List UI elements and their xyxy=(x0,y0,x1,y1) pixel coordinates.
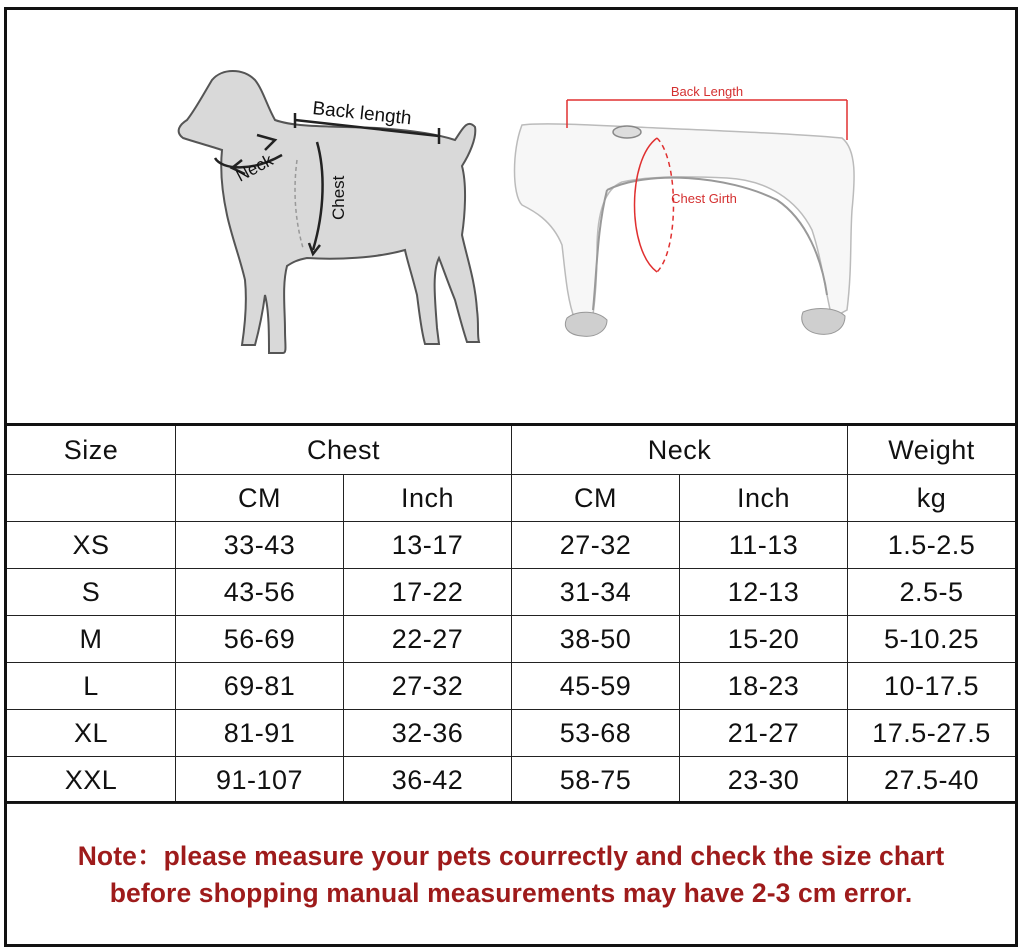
cell-weight: 27.5-40 xyxy=(848,757,1016,804)
subheader-blank xyxy=(7,475,176,522)
cell-weight: 5-10.25 xyxy=(848,616,1016,663)
cell-size: S xyxy=(7,569,176,616)
dog-chest-label: Chest xyxy=(329,175,348,220)
cell-weight: 2.5-5 xyxy=(848,569,1016,616)
cell-size: XXL xyxy=(7,757,176,804)
cell-chest-cm: 56-69 xyxy=(176,616,344,663)
cell-neck-cm: 31-34 xyxy=(512,569,680,616)
cell-neck-cm: 45-59 xyxy=(512,663,680,710)
garment-back-length-label: Back Length xyxy=(670,84,744,99)
header-size: Size xyxy=(7,426,176,475)
header-weight: Weight xyxy=(848,426,1016,475)
cell-chest-inch: 27-32 xyxy=(344,663,512,710)
table-row xyxy=(7,663,1015,710)
subheader-neck-inch: Inch xyxy=(680,475,848,522)
table-row xyxy=(7,616,1015,663)
cell-chest-cm: 33-43 xyxy=(176,522,344,569)
cell-neck-inch: 23-30 xyxy=(680,757,848,804)
header-neck: Neck xyxy=(512,426,848,475)
garment-outline xyxy=(515,124,855,320)
table-bottom-divider xyxy=(7,801,1015,803)
cell-chest-cm: 81-91 xyxy=(176,710,344,757)
subheader-neck-cm: CM xyxy=(512,475,680,522)
cell-chest-inch: 17-22 xyxy=(344,569,512,616)
table-header-row xyxy=(7,426,1015,475)
cell-chest-inch: 32-36 xyxy=(344,710,512,757)
cell-size: L xyxy=(7,663,176,710)
size-chart-frame xyxy=(4,7,1018,947)
cell-chest-inch: 36-42 xyxy=(344,757,512,804)
size-table xyxy=(7,426,1015,804)
cell-neck-inch: 18-23 xyxy=(680,663,848,710)
cell-neck-inch: 21-27 xyxy=(680,710,848,757)
garment-chest-girth-label: Chest Girth xyxy=(671,191,737,206)
note-line-1: Note：please measure your pets courrectly and check the size chart xyxy=(77,841,945,871)
cell-neck-inch: 15-20 xyxy=(680,616,848,663)
cell-weight: 17.5-27.5 xyxy=(848,710,1016,757)
cell-size: M xyxy=(7,616,176,663)
cell-chest-inch: 22-27 xyxy=(344,616,512,663)
cell-neck-cm: 38-50 xyxy=(512,616,680,663)
subheader-weight-kg: kg xyxy=(848,475,1016,522)
measurement-note xyxy=(7,838,1015,912)
cell-chest-cm: 91-107 xyxy=(176,757,344,804)
dog-neck-label: Neck xyxy=(232,150,277,186)
illustration-svg xyxy=(7,10,1015,423)
cell-neck-inch: 11-13 xyxy=(680,522,848,569)
cell-neck-cm: 58-75 xyxy=(512,757,680,804)
header-chest: Chest xyxy=(176,426,512,475)
table-row xyxy=(7,710,1015,757)
cell-chest-inch: 13-17 xyxy=(344,522,512,569)
table-subheader-row xyxy=(7,475,1015,522)
table-row xyxy=(7,522,1015,569)
cell-neck-cm: 27-32 xyxy=(512,522,680,569)
cell-size: XL xyxy=(7,710,176,757)
cell-weight: 1.5-2.5 xyxy=(848,522,1016,569)
table-row xyxy=(7,569,1015,616)
measurement-illustration xyxy=(7,10,1015,423)
note-line-2: before shopping manual measurements may have 2-3 cm error. xyxy=(109,878,913,908)
garment-ring xyxy=(613,126,641,138)
table-row xyxy=(7,757,1015,804)
subheader-chest-cm: CM xyxy=(176,475,344,522)
cell-chest-cm: 43-56 xyxy=(176,569,344,616)
subheader-chest-inch: Inch xyxy=(344,475,512,522)
garment-sketch xyxy=(515,100,855,336)
cell-neck-inch: 12-13 xyxy=(680,569,848,616)
cell-neck-cm: 53-68 xyxy=(512,710,680,757)
dog-back-length-label: Back length xyxy=(311,98,413,130)
cell-size: XS xyxy=(7,522,176,569)
cell-weight: 10-17.5 xyxy=(848,663,1016,710)
cell-chest-cm: 69-81 xyxy=(176,663,344,710)
